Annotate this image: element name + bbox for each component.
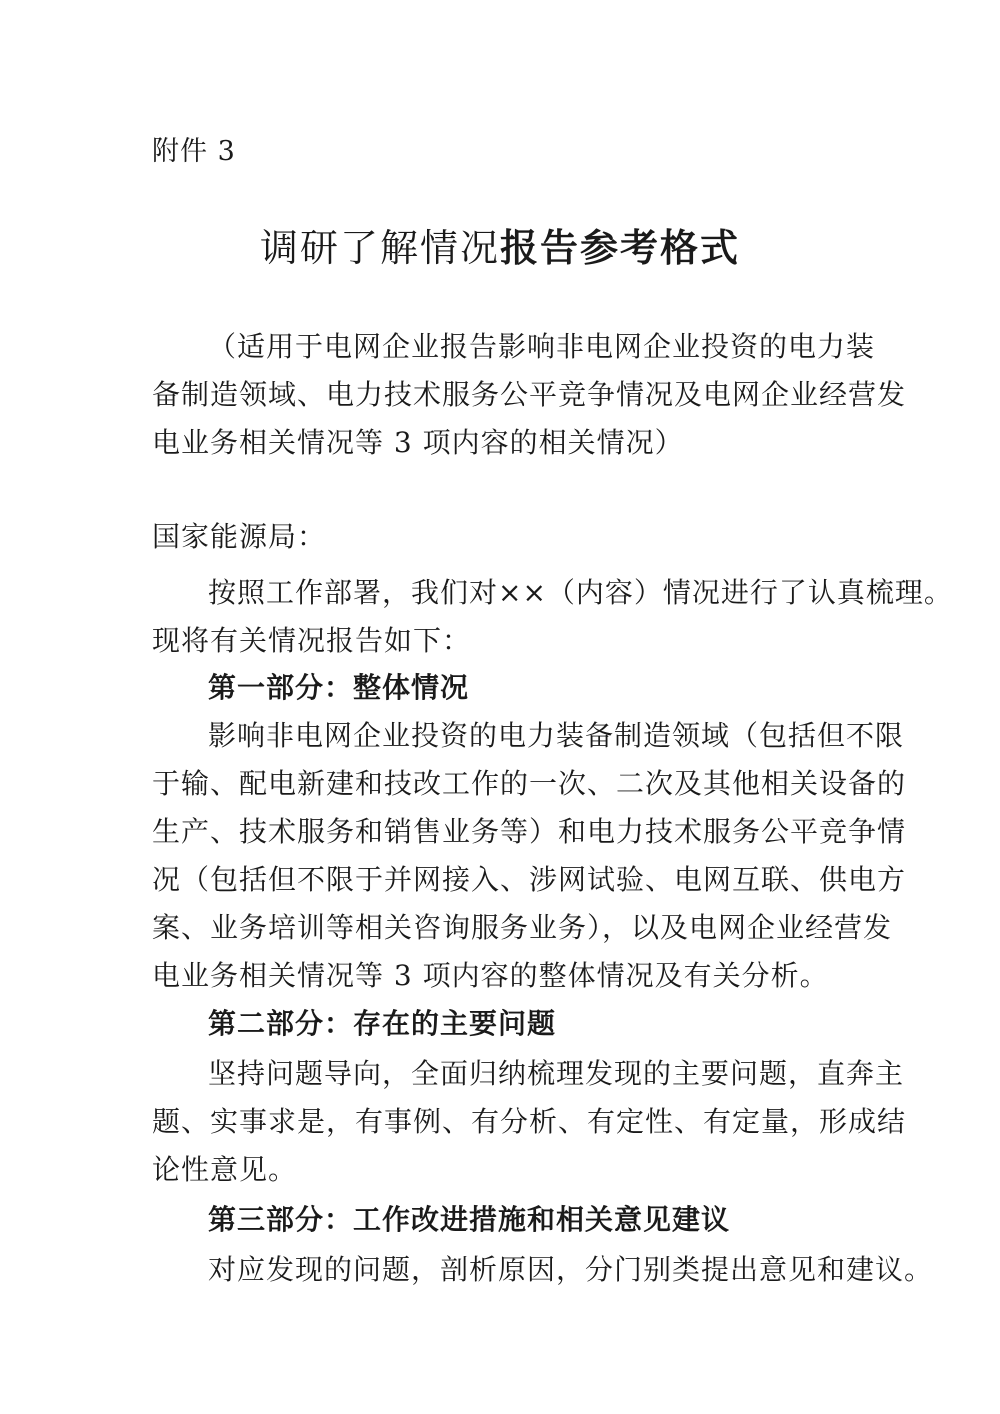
- section-2-line-1: 坚持问题导向，全面归纳梳理发现的主要问题，直奔主: [208, 1057, 905, 1090]
- section-2-line-3: 论性意见。: [152, 1153, 298, 1186]
- section-1-line-5: 案、业务培训等相关咨询服务业务），以及电网企业经营发: [152, 911, 893, 944]
- intro-line-2: 现将有关情况报告如下：: [152, 624, 472, 657]
- scope-note-line-3: 电业务相关情况等 3 项内容的相关情况）: [152, 426, 684, 459]
- section-1-line-3: 生产、技术服务和销售业务等）和电力技术服务公平竞争情: [152, 815, 907, 848]
- section-2-line-2: 题、实事求是，有事例、有分析、有定性、有定量，形成结: [152, 1105, 907, 1138]
- title-bold: 报告参考格式: [500, 225, 741, 270]
- title-normal: 调研了解情况: [259, 226, 500, 270]
- section-3-heading: 第三部分：工作改进措施和相关意见建议: [208, 1203, 731, 1236]
- document-title: [0, 218, 1000, 278]
- addressee: 国家能源局：: [152, 520, 327, 553]
- section-1-line-4: 况（包括但不限于并网接入、涉网试验、电网互联、供电方: [152, 863, 907, 896]
- section-1-line-2: 于输、配电新建和技改工作的一次、二次及其他相关设备的: [152, 767, 907, 800]
- section-1-heading: 第一部分：整体情况: [208, 671, 470, 704]
- section-1-line-1: 影响非电网企业投资的电力装备制造领域（包括但不限: [208, 719, 905, 752]
- intro-line-1: 按照工作部署，我们对××（内容）情况进行了认真梳理。: [208, 576, 953, 609]
- section-3-line-1: 对应发现的问题，剖析原因，分门别类提出意见和建议。: [208, 1253, 934, 1286]
- attachment-label: 附件 3: [152, 136, 236, 167]
- scope-note-line-2: 备制造领域、电力技术服务公平竞争情况及电网企业经营发: [152, 378, 907, 411]
- section-1-line-6: 电业务相关情况等 3 项内容的整体情况及有关分析。: [152, 959, 829, 992]
- section-2-heading: 第二部分：存在的主要问题: [208, 1007, 557, 1040]
- scope-note-line-1: （适用于电网企业报告影响非电网企业投资的电力装: [208, 330, 876, 363]
